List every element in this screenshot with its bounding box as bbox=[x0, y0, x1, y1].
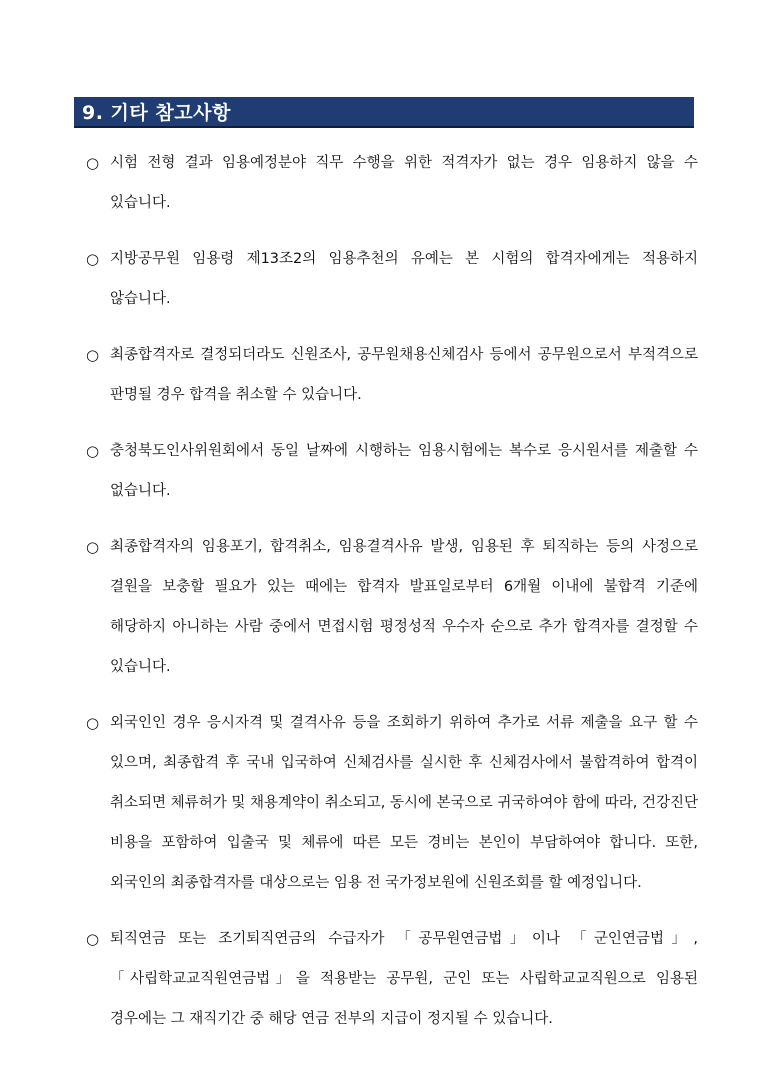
list-item bbox=[86, 703, 698, 903]
list-item-text: 외국인인 경우 응시자격 및 결격사유 등을 조회하기 위하여 추가로 서류 제출을 요구 할 수 있으며, 최종합격 후 국내 입국하여 신체검사를 실시한 후 신체검사에서 불합격하여 합격이 취소되면 체류허가 및 채용계약이 취소되고, 동시에 본국으로 귀국하여야 함에 따라, 건강진단 비용을 포함하여 입출국 및 체류에 따른 모든 경비는 본인이 부담하여야 합니다. 또한, 외국인의 최종합격자를 대상으로는 임용 전 국가정보원에 신원조회를 할 예정입니다. bbox=[110, 715, 698, 891]
list-item-text: 지방공무원 임용령 제13조2의 임용추천의 유예는 본 시험의 합격자에게는 적용하지 않습니다. bbox=[110, 251, 698, 307]
list-item bbox=[86, 527, 698, 687]
section-header-bar bbox=[74, 97, 694, 128]
circle-bullet-icon: ○ bbox=[86, 930, 100, 948]
circle-bullet-icon: ○ bbox=[86, 714, 100, 732]
list-item bbox=[86, 143, 698, 223]
circle-bullet-icon: ○ bbox=[86, 442, 100, 460]
list-item bbox=[86, 335, 698, 415]
list-item-text: 퇴직연금 또는 조기퇴직연금의 수급자가 「공무원연금법」이나 「군인연금법」, 「사립학교교직원연금법」을 적용받는 공무원, 군인 또는 사립학교교직원으로 임용된 경우에는 그 재직기간 중 해당 연금 전부의 지급이 정지될 수 있습니다. bbox=[110, 931, 698, 1027]
circle-bullet-icon: ○ bbox=[86, 538, 100, 556]
list-item-text: 충청북도인사위원회에서 동일 날짜에 시행하는 임용시험에는 복수로 응시원서를 제출할 수 없습니다. bbox=[110, 443, 698, 499]
list-item bbox=[86, 431, 698, 511]
list-item bbox=[86, 239, 698, 319]
circle-bullet-icon: ○ bbox=[86, 346, 100, 364]
list-item bbox=[86, 919, 698, 1039]
circle-bullet-icon: ○ bbox=[86, 250, 100, 268]
section-title: 9. 기타 참고사항 bbox=[82, 102, 231, 124]
list-item-text: 최종합격자의 임용포기, 합격취소, 임용결격사유 발생, 임용된 후 퇴직하는 등의 사정으로 결원을 보충할 필요가 있는 때에는 합격자 발표일로부터 6개월 이내에 불합격 기준에 해당하지 아니하는 사람 중에서 면접시험 평정성적 우수자 순으로 추가 합격자를 결정할 수 있습니다. bbox=[110, 539, 698, 675]
list-item-text: 시험 전형 결과 임용예정분야 직무 수행을 위한 적격자가 없는 경우 임용하지 않을 수 있습니다. bbox=[110, 155, 698, 211]
circle-bullet-icon: ○ bbox=[86, 154, 100, 172]
list-item-text: 최종합격자로 결정되더라도 신원조사, 공무원채용신체검사 등에서 공무원으로서 부적격으로 판명될 경우 합격을 취소할 수 있습니다. bbox=[110, 347, 698, 403]
notes-list bbox=[86, 143, 698, 1055]
